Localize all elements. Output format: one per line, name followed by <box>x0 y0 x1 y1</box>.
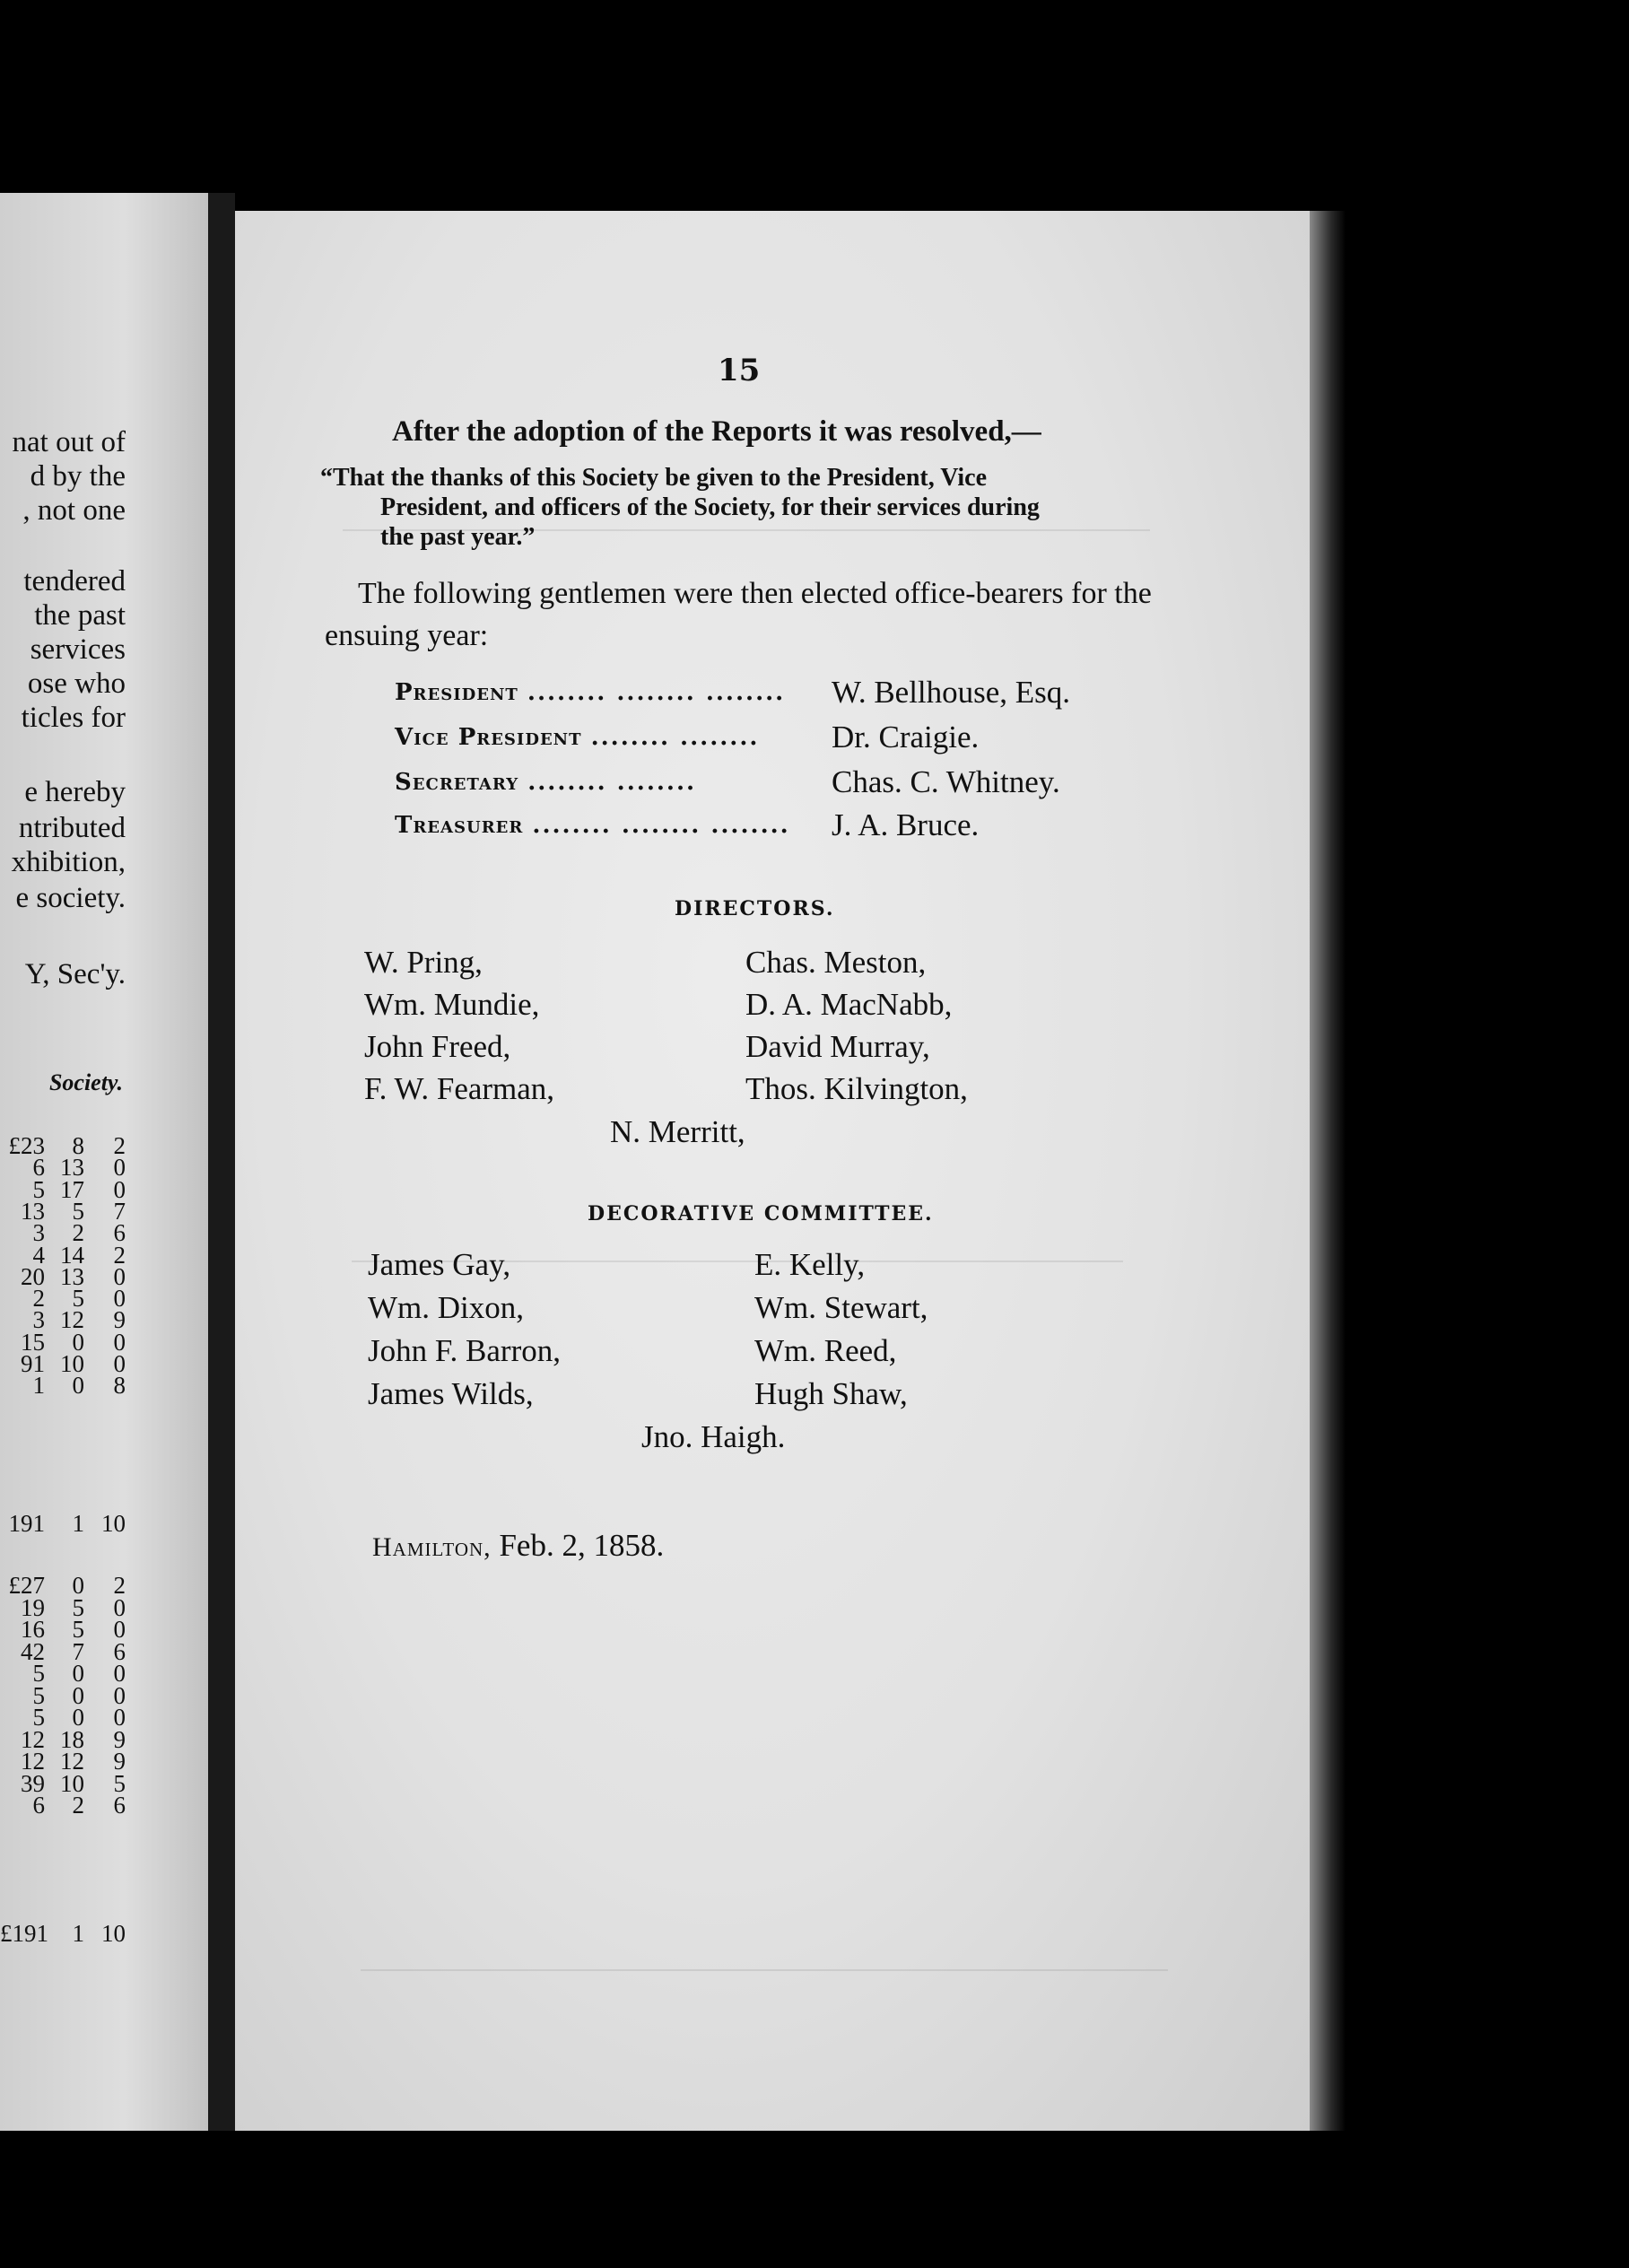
director-name: John Freed, <box>364 1029 511 1064</box>
account-cell: 5 <box>72 1593 84 1621</box>
account-cell: 16 <box>21 1616 45 1643</box>
committee-member-name: James Wilds, <box>368 1376 534 1411</box>
officer-name: J. A. Bruce. <box>832 807 980 842</box>
committee-member-name: Hugh Shaw, <box>754 1376 908 1411</box>
account-cell: 5 <box>72 1197 84 1225</box>
account-cell: 5 <box>72 1616 84 1643</box>
election-sentence: The following gentlemen were then elected office-bearers for the ensuing year: <box>325 577 1152 652</box>
page-edge <box>1310 211 1346 2131</box>
facing-page-line: tendered <box>23 565 126 598</box>
account-cell: 18 <box>60 1725 84 1753</box>
officer-title: President ........ ........ ........ <box>395 679 786 706</box>
account-cell: 0 <box>72 1704 84 1731</box>
intro-sentence: After the adoption of the Reports it was resolved,— <box>392 415 1041 448</box>
account-cell: 91 <box>21 1350 45 1377</box>
officer-name: Chas. C. Whitney. <box>832 764 1060 799</box>
account-cell: 1 <box>72 1510 84 1537</box>
facing-page-line: e hereby <box>24 776 126 808</box>
facing-page-line: ticles for <box>21 702 126 734</box>
account-cell: 10 <box>60 1769 84 1797</box>
account-cell: 12 <box>21 1748 45 1775</box>
account-cell: 0 <box>72 1328 84 1356</box>
account-cell: 42 <box>21 1637 45 1665</box>
account-cell: 5 <box>32 1704 45 1731</box>
account-cell: 5 <box>72 1285 84 1313</box>
account-cell: 39 <box>21 1769 45 1797</box>
account-cell: 2 <box>113 1241 126 1269</box>
resolution-line: President, and officers of the Society, for their services during <box>380 493 1040 521</box>
account-cell: 9 <box>113 1725 126 1753</box>
account-cell: 13 <box>60 1154 84 1182</box>
account-cell: 9 <box>113 1748 126 1775</box>
account-cell: 0 <box>113 1175 126 1203</box>
officer-title: Vice President ........ ........ <box>395 724 760 751</box>
facing-page-line: d by the <box>30 460 126 493</box>
account-cell: 10 <box>101 1920 126 1947</box>
account-cell: 0 <box>113 1262 126 1290</box>
account-cell: 191 <box>8 1510 45 1537</box>
account-cell: 6 <box>113 1637 126 1665</box>
account-cell: 13 <box>21 1197 45 1225</box>
directors-heading: DIRECTORS. <box>675 897 835 920</box>
account-cell: 0 <box>113 1154 126 1182</box>
facing-page-line: nat out of <box>12 426 126 458</box>
account-cell: 1 <box>32 1372 45 1400</box>
account-cell: £23 <box>8 1132 45 1159</box>
resolution-line: the past year.” <box>380 523 536 551</box>
facing-page-line: the past <box>34 599 126 632</box>
committee-member-name: E. Kelly, <box>754 1247 866 1282</box>
account-cell: 1 <box>72 1920 84 1947</box>
account-cell: 12 <box>21 1725 45 1753</box>
date-text: Feb. 2, 1858. <box>499 1528 665 1563</box>
account-cell: 6 <box>113 1219 126 1247</box>
account-cell: 3 <box>32 1306 45 1334</box>
committee-member-name: John F. Barron, <box>368 1333 561 1368</box>
account-cell: 7 <box>113 1197 126 1225</box>
account-cell: 19 <box>21 1593 45 1621</box>
director-name: David Murray, <box>745 1029 930 1064</box>
officer-title: Treasurer ........ ........ ........ <box>395 812 790 839</box>
account-cell: 0 <box>113 1593 126 1621</box>
committee-member-name: Jno. Haigh. <box>641 1419 786 1454</box>
committee-member-name: Wm. Reed, <box>754 1333 897 1368</box>
officer-name: W. Bellhouse, Esq. <box>832 675 1071 710</box>
officer-name: Dr. Craigie. <box>832 720 980 755</box>
decorative-committee-heading: DECORATIVE COMMITTEE. <box>588 1202 934 1226</box>
facing-page-caption: Society. <box>48 1069 123 1095</box>
account-cell: 5 <box>32 1175 45 1203</box>
account-cell: 0 <box>113 1681 126 1709</box>
account-cell: 2 <box>113 1132 126 1159</box>
director-name: Thos. Kilvington, <box>745 1071 968 1106</box>
account-cell: 0 <box>113 1704 126 1731</box>
account-cell: 0 <box>72 1660 84 1687</box>
account-cell: 4 <box>32 1241 45 1269</box>
page-number: 15 <box>718 353 761 388</box>
place-name: Hamilton, <box>372 1532 492 1562</box>
account-cell: 0 <box>113 1616 126 1643</box>
account-cell: £27 <box>8 1572 45 1599</box>
account-cell: 6 <box>113 1792 126 1819</box>
account-cell: 0 <box>113 1660 126 1687</box>
director-name: W. Pring, <box>364 945 483 980</box>
resolution-line: “That the thanks of this Society be given to the President, Vice <box>320 464 988 492</box>
date-line <box>372 1528 664 1564</box>
facing-page-line: ntributed <box>18 812 126 844</box>
account-cell: 10 <box>60 1350 84 1377</box>
account-cell: 5 <box>113 1769 126 1797</box>
account-cell: 13 <box>60 1262 84 1290</box>
account-cell: 12 <box>60 1748 84 1775</box>
account-cell: 6 <box>32 1792 45 1819</box>
account-cell: 10 <box>101 1510 126 1537</box>
account-cell: 12 <box>60 1306 84 1334</box>
director-name: F. W. Fearman, <box>364 1071 555 1106</box>
facing-page-line: , not one <box>22 494 126 527</box>
director-name: Chas. Meston, <box>745 945 927 980</box>
account-cell: 0 <box>72 1681 84 1709</box>
resolution-quote <box>320 463 1163 552</box>
facing-page-line: Y, Sec'y. <box>24 958 126 990</box>
facing-page-line: ose who <box>27 667 126 700</box>
account-cell: 5 <box>32 1681 45 1709</box>
committee-member-name: Wm. Stewart, <box>754 1290 928 1325</box>
account-cell: 15 <box>21 1328 45 1356</box>
account-cell: 0 <box>113 1285 126 1313</box>
facing-page-line: xhibition, <box>11 846 126 878</box>
director-name: N. Merritt, <box>610 1114 745 1149</box>
account-cell: 5 <box>32 1660 45 1687</box>
account-cell: 6 <box>32 1154 45 1182</box>
account-cell: 17 <box>60 1175 84 1203</box>
facing-page <box>0 193 208 2131</box>
facing-page-line: services <box>30 633 126 666</box>
committee-member-name: James Gay, <box>368 1247 511 1282</box>
account-cell: 3 <box>32 1219 45 1247</box>
officer-title: Secretary ........ ........ <box>395 769 697 796</box>
account-cell: £191 <box>0 1920 48 1947</box>
account-cell: 0 <box>113 1328 126 1356</box>
account-cell: 0 <box>113 1350 126 1377</box>
account-cell: 2 <box>72 1792 84 1819</box>
account-cell: 0 <box>72 1572 84 1599</box>
facing-page-line: e society. <box>15 882 126 914</box>
account-cell: 0 <box>72 1372 84 1400</box>
account-cell: 14 <box>60 1241 84 1269</box>
account-cell: 9 <box>113 1306 126 1334</box>
account-cell: 20 <box>21 1262 45 1290</box>
account-cell: 8 <box>72 1132 84 1159</box>
account-cell: 8 <box>113 1372 126 1400</box>
account-cell: 2 <box>32 1285 45 1313</box>
director-name: D. A. MacNabb, <box>745 987 953 1022</box>
account-cell: 7 <box>72 1637 84 1665</box>
book-gutter <box>208 193 235 2131</box>
director-name: Wm. Mundie, <box>364 987 540 1022</box>
account-cell: 2 <box>113 1572 126 1599</box>
account-cell: 2 <box>72 1219 84 1247</box>
committee-member-name: Wm. Dixon, <box>368 1290 525 1325</box>
